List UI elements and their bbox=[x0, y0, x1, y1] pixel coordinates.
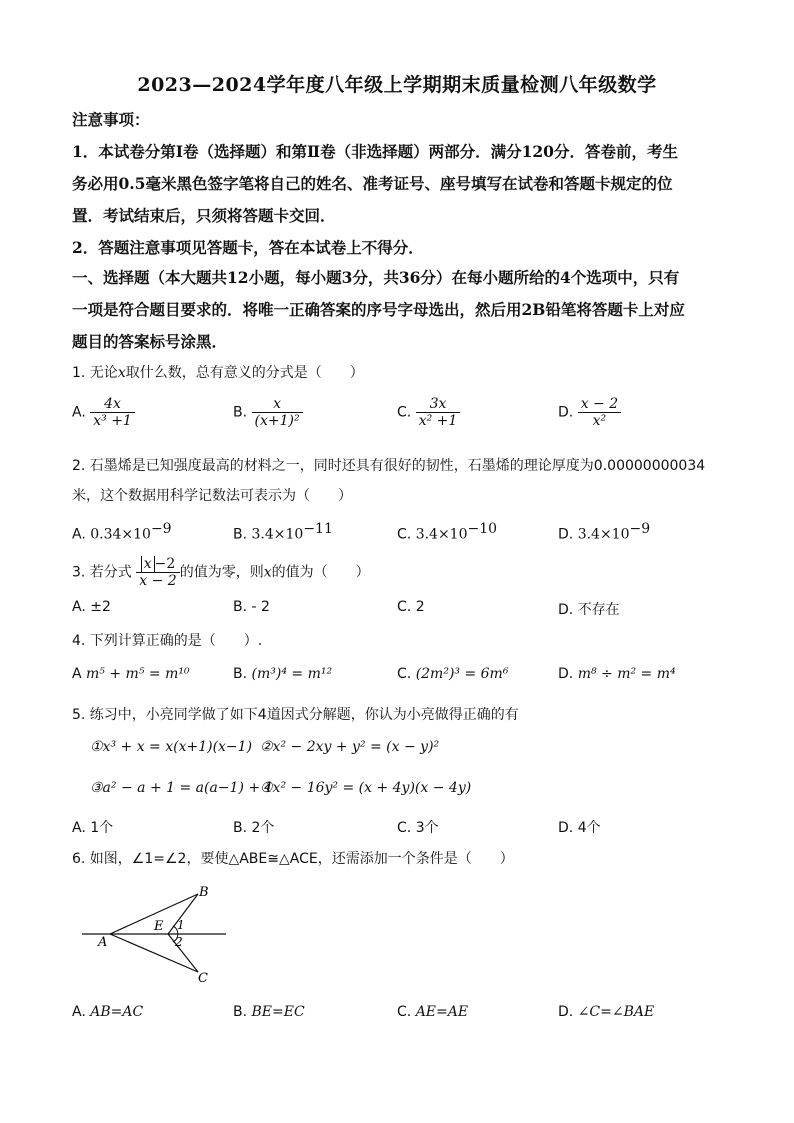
q5-option-c[interactable] bbox=[397, 817, 439, 837]
q3-stem-c: 的值为（ ） bbox=[271, 564, 370, 581]
q6-label-2: 2 bbox=[175, 935, 183, 949]
q6-option-d-label: D. bbox=[558, 1004, 574, 1020]
notes-heading: 注意事项： bbox=[72, 110, 150, 129]
q6-option-c-label: C. bbox=[397, 1004, 412, 1020]
q4-option-c[interactable] bbox=[397, 666, 508, 682]
q1-option-d-label: D. bbox=[558, 404, 574, 421]
q2-c-exp: −10 bbox=[467, 521, 498, 537]
q1-option-b-fraction bbox=[252, 396, 303, 429]
q5-expr-2 bbox=[260, 739, 439, 755]
q5-expr-2-text: ②x² − 2xy + y² = (x − y)² bbox=[260, 739, 440, 755]
q2-option-b[interactable] bbox=[233, 521, 333, 543]
section1-line-b: 一项是符合题目要求的．将唯一正确答案的序号字母选出，然后用2B铅笔将答题卡上对应 bbox=[72, 300, 685, 319]
q1-stem-b: 取什么数，总有意义的分式是（ ） bbox=[125, 365, 364, 381]
q1-option-a-fraction bbox=[90, 396, 135, 429]
section1-line-a-rest: 在每小题所给的4个选项中，只有 bbox=[451, 268, 680, 287]
q5-option-b[interactable] bbox=[233, 817, 274, 837]
q3-num bbox=[136, 556, 179, 573]
q2-stem-b: 米，这个数据用科学记数法可表示为（ ） bbox=[72, 488, 352, 504]
q2-option-d-label: D. bbox=[558, 526, 574, 543]
q3-stem-var: x bbox=[263, 564, 272, 581]
q4-option-d[interactable] bbox=[558, 666, 676, 682]
q3-option-d[interactable] bbox=[558, 599, 620, 619]
q6-label-1: 1 bbox=[177, 918, 185, 932]
notes-line-1a: 1．本试卷分第Ⅰ卷（选择题）和第Ⅱ卷（非选择题）两部分．满分120分．答卷前，考生 bbox=[72, 142, 678, 161]
q3-num-rest: −2 bbox=[154, 556, 176, 572]
q1-stem-var: x bbox=[117, 365, 126, 381]
q3-option-b[interactable] bbox=[233, 599, 270, 615]
q6-option-a-label: A. bbox=[72, 1004, 86, 1020]
q4-option-c-label: C. bbox=[397, 666, 412, 682]
q6-option-d[interactable] bbox=[558, 1004, 654, 1020]
q4-option-a-label: A bbox=[72, 666, 82, 682]
q5-expr-4-text: ④x² − 16y² = (x + 4y)(x − 4y) bbox=[260, 780, 472, 796]
q5-option-c-label: C. bbox=[397, 820, 412, 836]
section1-heading: 一、选择题（本大题共12小题，每小题3分，共36分） bbox=[72, 268, 452, 287]
q6-label-a: A bbox=[98, 935, 108, 950]
q3-stem bbox=[72, 556, 370, 589]
q4-option-b-text: (m³)⁴ = m¹² bbox=[251, 666, 333, 682]
q4-option-b[interactable] bbox=[233, 666, 332, 682]
q6-figure bbox=[80, 882, 240, 987]
q1-a-num: 4x bbox=[90, 396, 135, 413]
q1-option-a-label: A. bbox=[72, 404, 86, 421]
q3-option-b-text: - 2 bbox=[251, 599, 270, 615]
notes-line-1b: 务必用0.5毫米黑色签字笔将自己的姓名、准考证号、座号填写在试卷和答题卡规定的位 bbox=[72, 174, 673, 193]
q5-expr-1 bbox=[90, 739, 252, 755]
q6-option-b[interactable] bbox=[233, 1004, 305, 1020]
q6-label-b: B bbox=[199, 885, 209, 900]
q3-option-b-label: B. bbox=[233, 599, 248, 615]
q5-expr-3-text: ③a² − a + 1 = a(a−1) + 1 bbox=[90, 780, 274, 796]
q5-option-b-label: B. bbox=[233, 820, 248, 836]
q1-d-num: x − 2 bbox=[578, 396, 621, 413]
q6-option-b-text: BE=EC bbox=[251, 1004, 305, 1020]
q5-option-b-text: 2个 bbox=[251, 820, 275, 836]
notes-line-1c: 置．考试结束后，只须将答题卡交回． bbox=[72, 206, 336, 225]
q6-option-b-label: B. bbox=[233, 1004, 248, 1020]
section1-line-c: 题目的答案标号涂黑． bbox=[72, 332, 228, 351]
q4-option-a[interactable] bbox=[72, 666, 190, 682]
q5-expr-1-text: ①x³ + x = x(x+1)(x−1) bbox=[90, 739, 253, 755]
q6-segment-ac bbox=[110, 934, 198, 972]
q2-option-d[interactable] bbox=[558, 521, 650, 543]
q2-option-a[interactable] bbox=[72, 521, 172, 543]
q5-option-d-label: D. bbox=[558, 820, 574, 836]
q2-option-c[interactable] bbox=[397, 521, 497, 543]
q4-option-d-label: D. bbox=[558, 666, 574, 682]
q2-a-base: 0.34×10 bbox=[90, 526, 151, 543]
q2-c-base: 3.4×10 bbox=[415, 526, 468, 543]
q6-segment-ec bbox=[168, 934, 198, 972]
q2-d-exp: −9 bbox=[629, 521, 651, 537]
q3-fraction bbox=[136, 556, 179, 589]
q1-a-den: x³ +1 bbox=[93, 413, 132, 429]
q1-option-b[interactable] bbox=[233, 396, 303, 429]
page-title: 2023—2024学年度八年级上学期期末质量检测八年级数学 bbox=[137, 74, 657, 96]
q6-label-c: C bbox=[198, 971, 208, 986]
q4-option-d-text: m⁸ ÷ m² = m⁴ bbox=[577, 666, 676, 682]
q5-option-a-label: A. bbox=[72, 820, 86, 836]
q2-option-c-label: C. bbox=[397, 526, 412, 543]
q6-option-a-text: AB=AC bbox=[90, 1004, 144, 1020]
q5-option-c-text: 3个 bbox=[415, 820, 439, 836]
q6-option-a[interactable] bbox=[72, 1004, 143, 1020]
q2-option-a-label: A. bbox=[72, 526, 86, 543]
q3-stem-b: 的值为零，则 bbox=[179, 564, 264, 581]
q2-b-base: 3.4×10 bbox=[251, 526, 304, 543]
q6-label-e: E bbox=[154, 919, 164, 934]
q2-option-b-label: B. bbox=[233, 526, 248, 543]
section1-line-a bbox=[72, 266, 679, 288]
q3-option-c[interactable] bbox=[397, 599, 425, 615]
q2-b-exp: −11 bbox=[303, 521, 333, 537]
q5-expr-4 bbox=[260, 780, 471, 796]
q1-stem bbox=[72, 362, 364, 382]
q3-den: x − 2 bbox=[139, 573, 177, 589]
q1-option-b-label: B. bbox=[233, 404, 248, 421]
q3-option-c-label: C. bbox=[397, 599, 412, 615]
q1-option-c-label: C. bbox=[397, 404, 412, 421]
q3-option-c-text: 2 bbox=[415, 599, 425, 615]
q1-option-c[interactable] bbox=[397, 396, 460, 429]
q4-option-b-label: B. bbox=[233, 666, 248, 682]
q4-option-c-text: (2m²)³ = 6m⁶ bbox=[415, 666, 509, 682]
q3-option-a[interactable] bbox=[72, 599, 111, 615]
notes-line-2: 2．答题注意事项见答题卡，答在本试卷上不得分． bbox=[72, 238, 424, 257]
q4-option-a-text: m⁵ + m⁵ = m¹⁰ bbox=[86, 666, 190, 682]
q5-option-a-text: 1个 bbox=[90, 820, 114, 836]
q1-stem-a: 1. 无论 bbox=[72, 365, 118, 381]
q3-option-d-label: D. bbox=[558, 602, 574, 618]
q3-stem-a: 3. 若分式 bbox=[72, 564, 132, 581]
q3-num-abs: x bbox=[141, 556, 155, 572]
q1-option-a[interactable] bbox=[72, 396, 135, 429]
q4-stem: 4. 下列计算正确的是（ ）. bbox=[72, 633, 263, 649]
q6-option-d-text: ∠C=∠BAE bbox=[577, 1004, 655, 1020]
q5-option-a[interactable] bbox=[72, 817, 113, 837]
q6-option-c-text: AE=AE bbox=[415, 1004, 469, 1020]
q1-b-den: (x+1)² bbox=[254, 413, 300, 429]
q3-option-a-label: A. bbox=[72, 599, 86, 615]
q5-stem: 5. 练习中，小亮同学做了如下4道因式分解题，你认为小亮做得正确的有 bbox=[72, 707, 519, 723]
q1-option-c-fraction bbox=[416, 396, 461, 429]
q5-option-d[interactable] bbox=[558, 817, 601, 837]
q1-c-num: 3x bbox=[416, 396, 461, 413]
q1-option-d-fraction bbox=[578, 396, 621, 429]
q5-option-d-text: 4个 bbox=[577, 820, 601, 836]
q1-d-den: x² bbox=[592, 413, 607, 429]
q3-option-d-text: 不存在 bbox=[577, 602, 620, 618]
q1-option-d[interactable] bbox=[558, 396, 621, 429]
q6-option-c[interactable] bbox=[397, 1004, 468, 1020]
q2-stem-a: 2. 石墨烯是已知强度最高的材料之一，同时还具有很好的韧性，石墨烯的理论厚度为0.00000000034 bbox=[72, 458, 706, 474]
q6-stem: 6. 如图，∠1=∠2，要使△ABE≅△ACE，还需添加一个条件是（ ） bbox=[72, 851, 514, 867]
q1-b-num: x bbox=[252, 396, 303, 413]
q5-expr-3 bbox=[90, 780, 273, 796]
q2-d-base: 3.4×10 bbox=[577, 526, 630, 543]
q1-c-den: x² +1 bbox=[418, 413, 458, 429]
q2-a-exp: −9 bbox=[150, 521, 172, 537]
q3-option-a-text: ±2 bbox=[90, 599, 111, 615]
